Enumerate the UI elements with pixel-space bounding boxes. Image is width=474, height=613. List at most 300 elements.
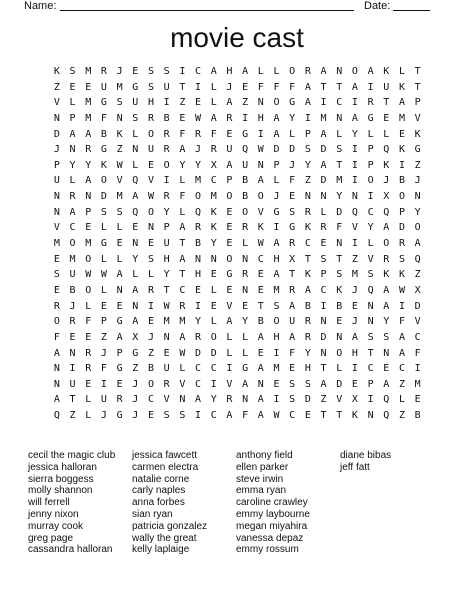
- grid-cell: U: [100, 81, 107, 93]
- grid-cell: R: [289, 284, 296, 296]
- grid-cell: H: [273, 253, 280, 265]
- grid-cell: L: [226, 347, 233, 359]
- grid-cell: K: [210, 222, 217, 234]
- grid-cell: D: [100, 191, 107, 203]
- grid-cell: A: [179, 331, 186, 343]
- grid-cell: K: [383, 159, 390, 171]
- grid-cell: S: [289, 394, 296, 406]
- page-title: movie cast: [170, 22, 304, 53]
- grid-cell: M: [273, 363, 280, 375]
- grid-cell: G: [100, 97, 107, 109]
- grid-cell: W: [398, 284, 405, 296]
- grid-cell: Q: [132, 206, 139, 218]
- grid-cell: A: [398, 331, 405, 343]
- grid-cell: F: [53, 331, 60, 343]
- grid-cell: E: [289, 191, 296, 203]
- grid-cell: Y: [163, 206, 170, 218]
- grid-cell: A: [257, 410, 264, 422]
- grid-cell: N: [383, 347, 390, 359]
- grid-cell: O: [351, 66, 358, 77]
- grid-cell: K: [398, 269, 405, 281]
- grid-cell: A: [289, 300, 296, 312]
- grid-cell: U: [132, 97, 139, 109]
- grid-cell: B: [257, 316, 264, 328]
- grid-cell: J: [132, 394, 139, 406]
- grid-cell: I: [147, 300, 154, 312]
- grid-cell: S: [147, 66, 154, 77]
- grid-cell: N: [367, 300, 374, 312]
- grid-cell: A: [289, 331, 296, 343]
- grid-cell: V: [414, 112, 421, 124]
- grid-cell: R: [304, 206, 311, 218]
- word-list-item: natalie corne: [132, 473, 190, 485]
- grid-cell: R: [367, 97, 374, 109]
- grid-cell: K: [383, 269, 390, 281]
- grid-cell: N: [69, 144, 76, 156]
- word-list-item: sian ryan: [132, 508, 173, 520]
- grid-cell: I: [195, 410, 202, 422]
- grid-cell: N: [53, 378, 60, 390]
- grid-cell: S: [273, 300, 280, 312]
- word-list-item: will ferrell: [28, 497, 70, 509]
- grid-cell: O: [85, 284, 92, 296]
- grid-cell: B: [304, 300, 311, 312]
- grid-cell: L: [273, 175, 280, 187]
- grid-cell: P: [100, 316, 107, 328]
- grid-cell: R: [147, 284, 154, 296]
- grid-cell: F: [179, 191, 186, 203]
- grid-cell: Y: [210, 394, 217, 406]
- grid-cell: M: [351, 269, 358, 281]
- grid-cell: G: [242, 363, 249, 375]
- grid-cell: Q: [242, 144, 249, 156]
- word-list-item: vanessa depaz: [236, 532, 304, 544]
- grid-cell: F: [273, 81, 280, 93]
- grid-cell: A: [226, 159, 233, 171]
- grid-cell: W: [195, 112, 202, 124]
- grid-cell: J: [226, 81, 233, 93]
- grid-cell: Y: [383, 316, 390, 328]
- grid-cell: E: [53, 253, 60, 265]
- grid-cell: Z: [179, 97, 186, 109]
- grid-cell: Q: [53, 410, 60, 422]
- grid-cell: R: [195, 128, 202, 140]
- grid-cell: P: [69, 112, 76, 124]
- grid-cell: C: [367, 363, 374, 375]
- grid-cell: O: [257, 191, 264, 203]
- grid-cell: Y: [351, 128, 358, 140]
- grid-cell: A: [179, 144, 186, 156]
- word-list-item: emma ryan: [236, 485, 287, 497]
- grid-cell: C: [179, 284, 186, 296]
- grid-cell: P: [85, 206, 92, 218]
- grid-cell: N: [257, 159, 264, 171]
- grid-cell: A: [398, 97, 405, 109]
- grid-cell: E: [147, 159, 154, 171]
- grid-cell: G: [242, 128, 249, 140]
- grid-cell: Y: [336, 191, 343, 203]
- grid-cell: D: [273, 144, 280, 156]
- grid-cell: E: [351, 378, 358, 390]
- grid-cell: W: [116, 159, 123, 171]
- grid-cell: W: [179, 347, 186, 359]
- grid-cell: A: [351, 112, 358, 124]
- grid-cell: G: [289, 222, 296, 234]
- grid-cell: Y: [69, 159, 76, 171]
- grid-cell: F: [85, 316, 92, 328]
- grid-cell: I: [367, 394, 374, 406]
- grid-cell: Y: [132, 253, 139, 265]
- grid-cell: U: [69, 269, 76, 281]
- grid-cell: R: [195, 331, 202, 343]
- grid-cell: A: [195, 394, 202, 406]
- grid-cell: Q: [383, 410, 390, 422]
- grid-cell: O: [147, 206, 154, 218]
- grid-cell: P: [367, 159, 374, 171]
- grid-cell: Q: [367, 284, 374, 296]
- grid-cell: A: [226, 410, 233, 422]
- grid-cell: O: [100, 175, 107, 187]
- grid-cell: B: [398, 175, 405, 187]
- grid-cell: I: [398, 300, 405, 312]
- grid-cell: G: [100, 238, 107, 250]
- header: [0, 0, 474, 16]
- grid-cell: W: [257, 144, 264, 156]
- grid-cell: M: [195, 175, 202, 187]
- grid-cell: S: [132, 112, 139, 124]
- word-list-item: kelly laplaige: [132, 544, 190, 556]
- grid-cell: S: [147, 81, 154, 93]
- grid-cell: E: [195, 284, 202, 296]
- grid-cell: N: [116, 284, 123, 296]
- grid-cell: V: [53, 222, 60, 234]
- grid-cell: E: [147, 410, 154, 422]
- grid-cell: I: [351, 238, 358, 250]
- grid-cell: J: [273, 191, 280, 203]
- grid-cell: T: [257, 300, 264, 312]
- grid-cell: M: [116, 191, 123, 203]
- grid-cell: W: [163, 300, 170, 312]
- word-list-item: anna forbes: [132, 497, 185, 509]
- letter-grid: [49, 64, 426, 424]
- grid-cell: A: [53, 394, 60, 406]
- grid-cell: E: [53, 284, 60, 296]
- grid-cell: A: [132, 316, 139, 328]
- grid-cell: V: [257, 206, 264, 218]
- word-list-item: emmy rossum: [236, 544, 299, 556]
- grid-cell: R: [304, 331, 311, 343]
- grid-cell: C: [210, 363, 217, 375]
- grid-cell: S: [320, 253, 327, 265]
- grid-cell: X: [383, 191, 390, 203]
- grid-cell: P: [304, 128, 311, 140]
- grid-cell: A: [273, 238, 280, 250]
- grid-cell: W: [85, 269, 92, 281]
- grid-cell: L: [242, 331, 249, 343]
- grid-cell: O: [367, 175, 374, 187]
- grid-cell: E: [116, 378, 123, 390]
- grid-cell: Q: [351, 206, 358, 218]
- grid-cell: A: [320, 66, 327, 77]
- word-list: [28, 450, 444, 556]
- grid-cell: R: [69, 316, 76, 328]
- grid-cell: E: [195, 97, 202, 109]
- grid-cell: J: [351, 284, 358, 296]
- grid-cell: J: [383, 175, 390, 187]
- word-list-item: patricia gonzalez: [132, 520, 208, 532]
- name-line: [60, 10, 354, 11]
- grid-cell: J: [100, 410, 107, 422]
- grid-cell: C: [210, 175, 217, 187]
- grid-cell: D: [289, 144, 296, 156]
- grid-cell: R: [304, 316, 311, 328]
- grid-cell: J: [289, 159, 296, 171]
- grid-cell: S: [147, 253, 154, 265]
- grid-cell: E: [257, 269, 264, 281]
- grid-cell: N: [336, 112, 343, 124]
- grid-cell: B: [336, 300, 343, 312]
- grid-cell: S: [383, 331, 390, 343]
- grid-cell: A: [320, 128, 327, 140]
- grid-cell: N: [367, 316, 374, 328]
- grid-cell: R: [242, 269, 249, 281]
- grid-cell: B: [163, 112, 170, 124]
- grid-cell: C: [195, 378, 202, 390]
- grid-cell: D: [320, 331, 327, 343]
- grid-cell: E: [383, 363, 390, 375]
- grid-cell: H: [351, 347, 358, 359]
- grid-cell: K: [210, 206, 217, 218]
- grid-cell: D: [304, 394, 311, 406]
- grid-cell: M: [163, 316, 170, 328]
- grid-cell: I: [351, 144, 358, 156]
- grid-cell: R: [116, 394, 123, 406]
- date-label: Date:: [364, 0, 391, 12]
- grid-cell: H: [195, 269, 202, 281]
- grid-cell: N: [53, 363, 60, 375]
- grid-cell: L: [116, 222, 123, 234]
- grid-cell: G: [414, 144, 421, 156]
- grid-cell: C: [289, 410, 296, 422]
- grid-cell: O: [336, 347, 343, 359]
- grid-cell: N: [320, 316, 327, 328]
- grid-cell: I: [367, 191, 374, 203]
- grid-cell: A: [85, 175, 92, 187]
- grid-cell: N: [53, 112, 60, 124]
- grid-cell: S: [336, 144, 343, 156]
- grid-cell: E: [85, 331, 92, 343]
- grid-cell: E: [69, 81, 76, 93]
- grid-cell: N: [242, 394, 249, 406]
- grid-cell: N: [116, 112, 123, 124]
- grid-cell: C: [147, 394, 154, 406]
- grid-cell: S: [289, 206, 296, 218]
- grid-cell: E: [304, 410, 311, 422]
- grid-cell: N: [351, 191, 358, 203]
- grid-cell: E: [398, 128, 405, 140]
- grid-cell: E: [273, 378, 280, 390]
- grid-cell: M: [69, 253, 76, 265]
- grid-cell: E: [383, 112, 390, 124]
- grid-cell: T: [336, 81, 343, 93]
- grid-cell: U: [147, 144, 154, 156]
- grid-cell: K: [304, 269, 311, 281]
- grid-cell: R: [147, 112, 154, 124]
- grid-cell: S: [116, 206, 123, 218]
- grid-cell: E: [147, 316, 154, 328]
- grid-cell: R: [226, 112, 233, 124]
- grid-cell: O: [226, 253, 233, 265]
- grid-cell: T: [179, 238, 186, 250]
- grid-cell: Y: [289, 112, 296, 124]
- grid-cell: I: [273, 222, 280, 234]
- grid-cell: L: [210, 316, 217, 328]
- grid-cell: L: [69, 97, 76, 109]
- grid-cell: K: [414, 128, 421, 140]
- grid-cell: S: [163, 66, 170, 77]
- grid-cell: L: [398, 394, 405, 406]
- grid-cell: G: [116, 410, 123, 422]
- grid-cell: G: [132, 347, 139, 359]
- word-list-item: sierra boggess: [28, 473, 94, 485]
- grid-cell: E: [257, 347, 264, 359]
- grid-cell: K: [257, 222, 264, 234]
- grid-cell: C: [69, 222, 76, 234]
- grid-cell: U: [242, 159, 249, 171]
- grid-cell: E: [179, 112, 186, 124]
- grid-cell: S: [304, 144, 311, 156]
- grid-cell: U: [289, 316, 296, 328]
- word-list-item: jessica halloran: [28, 461, 97, 473]
- grid-cell: T: [304, 253, 311, 265]
- grid-cell: C: [414, 331, 421, 343]
- grid-cell: K: [336, 284, 343, 296]
- grid-cell: F: [100, 363, 107, 375]
- grid-cell: Z: [132, 363, 139, 375]
- grid-cell: Z: [69, 410, 76, 422]
- grid-cell: T: [367, 347, 374, 359]
- grid-cell: A: [320, 378, 327, 390]
- grid-cell: M: [398, 112, 405, 124]
- grid-cell: I: [351, 363, 358, 375]
- grid-cell: V: [226, 300, 233, 312]
- grid-cell: F: [179, 128, 186, 140]
- grid-cell: Z: [53, 81, 60, 93]
- grid-cell: D: [398, 222, 405, 234]
- grid-cell: Y: [179, 159, 186, 171]
- grid-cell: X: [414, 284, 421, 296]
- grid-cell: K: [53, 66, 60, 77]
- grid-cell: C: [195, 363, 202, 375]
- grid-cell: Z: [320, 394, 327, 406]
- grid-cell: R: [100, 66, 107, 77]
- grid-cell: T: [163, 284, 170, 296]
- grid-cell: G: [116, 363, 123, 375]
- grid-cell: T: [320, 410, 327, 422]
- grid-cell: O: [273, 316, 280, 328]
- grid-cell: L: [179, 363, 186, 375]
- grid-cell: V: [179, 378, 186, 390]
- grid-cell: A: [226, 97, 233, 109]
- grid-cell: Z: [398, 410, 405, 422]
- grid-cell: T: [414, 66, 421, 77]
- word-list-item: cassandra halloran: [28, 544, 113, 556]
- grid-cell: N: [53, 191, 60, 203]
- grid-cell: H: [273, 331, 280, 343]
- grid-cell: K: [116, 128, 123, 140]
- grid-cell: G: [273, 206, 280, 218]
- grid-cell: K: [398, 81, 405, 93]
- grid-cell: M: [320, 112, 327, 124]
- grid-cell: L: [367, 128, 374, 140]
- grid-cell: B: [414, 410, 421, 422]
- grid-cell: L: [179, 206, 186, 218]
- grid-cell: K: [398, 144, 405, 156]
- grid-cell: X: [210, 159, 217, 171]
- grid-cell: K: [351, 410, 358, 422]
- grid-cell: M: [53, 238, 60, 250]
- grid-cell: N: [147, 222, 154, 234]
- grid-cell: S: [304, 378, 311, 390]
- grid-cell: E: [210, 300, 217, 312]
- grid-cell: E: [242, 300, 249, 312]
- grid-cell: S: [336, 269, 343, 281]
- grid-cell: A: [116, 331, 123, 343]
- grid-cell: D: [414, 300, 421, 312]
- grid-cell: K: [304, 222, 311, 234]
- grid-cell: J: [53, 144, 60, 156]
- word-list-item: anthony field: [236, 450, 293, 461]
- grid-cell: A: [383, 222, 390, 234]
- grid-cell: N: [195, 253, 202, 265]
- grid-cell: B: [100, 128, 107, 140]
- word-list-item: emmy laybourne: [236, 508, 310, 520]
- grid-cell: T: [336, 253, 343, 265]
- date-line: [393, 10, 430, 11]
- word-list-item: caroline crawley: [236, 497, 308, 509]
- grid-cell: A: [320, 159, 327, 171]
- grid-cell: N: [414, 191, 421, 203]
- grid-cell: C: [367, 206, 374, 218]
- grid-cell: A: [53, 347, 60, 359]
- grid-cell: U: [163, 363, 170, 375]
- grid-cell: M: [336, 175, 343, 187]
- grid-cell: L: [100, 284, 107, 296]
- grid-cell: N: [257, 97, 264, 109]
- word-list-item: carmen electra: [132, 461, 199, 473]
- grid-cell: S: [116, 97, 123, 109]
- grid-cell: N: [163, 331, 170, 343]
- grid-cell: L: [336, 128, 343, 140]
- grid-cell: P: [398, 206, 405, 218]
- grid-cell: Z: [398, 378, 405, 390]
- grid-cell: G: [226, 269, 233, 281]
- grid-cell: E: [257, 284, 264, 296]
- grid-cell: Z: [116, 144, 123, 156]
- grid-cell: E: [320, 238, 327, 250]
- grid-cell: A: [210, 112, 217, 124]
- grid-cell: E: [100, 300, 107, 312]
- grid-cell: N: [320, 191, 327, 203]
- grid-cell: E: [351, 300, 358, 312]
- grid-cell: X: [289, 253, 296, 265]
- grid-cell: F: [210, 128, 217, 140]
- grid-cell: R: [242, 222, 249, 234]
- grid-cell: S: [398, 253, 405, 265]
- grid-cell: N: [304, 191, 311, 203]
- grid-cell: D: [195, 347, 202, 359]
- grid-cell: V: [163, 394, 170, 406]
